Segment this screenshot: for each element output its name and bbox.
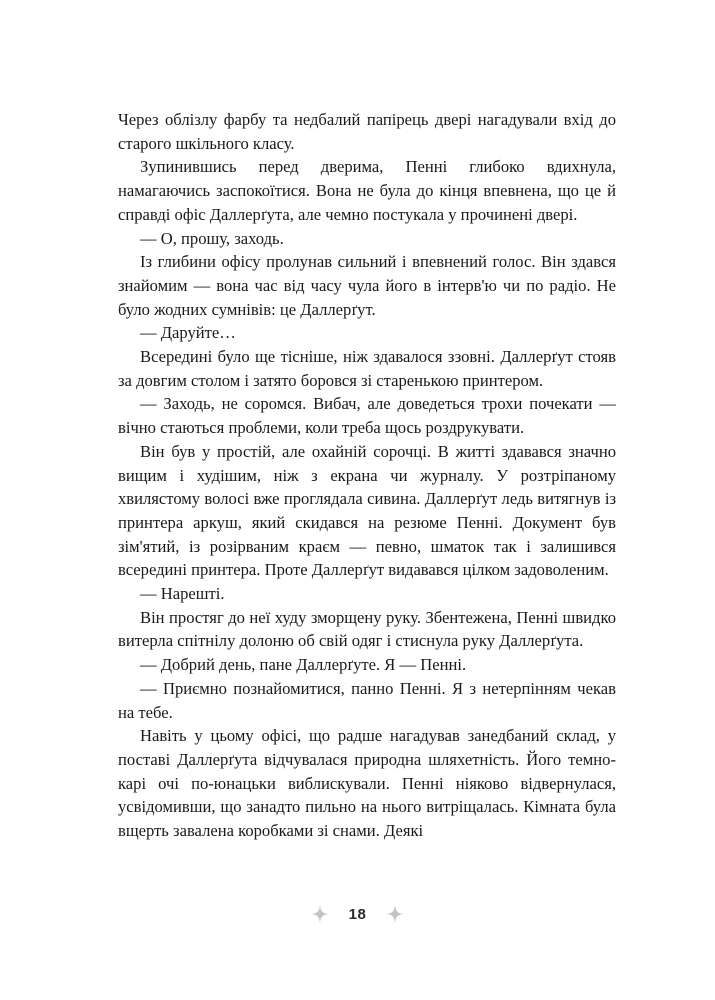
paragraph: Він простяг до неї худу зморщену руку. Збентежена, Пенні швидко витерла спітнілу долоню об свій одяг і стиснула руку Даллерґута. <box>118 607 616 651</box>
page-footer <box>0 900 715 928</box>
paragraph: Він був у простій, але охайній сорочці. В житті здавався значно вищим і худішим, ніж з екрана чи журналу. У розтріпаному хвилястому волосі вже проглядала сивина. Даллерґут ледь витягнув із принтера аркуш, який скидався на резюме Пенні. Документ був зім'ятий, із розірваним краєм — певно, шматок так і залишився всередині принтера. Проте Даллерґут видавався цілком задоволеним. <box>118 441 616 580</box>
paragraph: Із глибини офісу пролунав сильний і впевнений голос. Він здався знайомим — вона час від часу чула його в інтерв'ю чи по радіо. Не було жодних сумнівів: це Даллерґут. <box>118 252 616 319</box>
four-point-star-icon <box>386 905 404 923</box>
page-number: 18 <box>348 905 367 923</box>
paragraph: Навіть у цьому офісі, що радше нагадував занедбаний склад, у поставі Даллерґута відчувалася природна шляхетність. Його темно-карі очі по-юнацьки виблискували. Пенні ніяково відвернулася, усвідомивши, що занадто пильно на нього витріщалась. Кімната була вщерть завалена коробками зі снами. Деякі <box>118 726 616 841</box>
paragraph: Зупинившись перед дверима, Пенні глибоко вдихнула, намагаючись заспокоїтися. Вона не була до кінця впевнена, що це й справді офіс Даллерґута, але чемно постукала у прочинені двері. <box>118 157 616 224</box>
paragraph: — Нарешті. <box>140 584 225 604</box>
four-point-star-icon <box>311 905 329 923</box>
paragraph: Всередині було ще тісніше, ніж здавалося ззовні. Даллерґут стояв за довгим столом і затято боровся зі старенькою принтером. <box>118 347 616 390</box>
body-text <box>118 108 616 843</box>
paragraph: Через облізлу фарбу та недбалий папірець двері нагадували вхід до старого шкільного класу. <box>118 110 616 153</box>
paragraph: — Приємно познайомитися, панно Пенні. Я з нетерпінням чекав на тебе. <box>118 678 616 722</box>
paragraph: — Добрий день, пане Даллерґуте. Я — Пенні. <box>140 655 467 675</box>
paragraph: — Заходь, не соромся. Вибач, але доведеться трохи почекати — вічно стаються проблеми, коли треба щось роздрукувати. <box>118 394 616 438</box>
paragraph: — О, прошу, заходь. <box>140 228 284 248</box>
paragraph: — Даруйте… <box>140 323 236 343</box>
